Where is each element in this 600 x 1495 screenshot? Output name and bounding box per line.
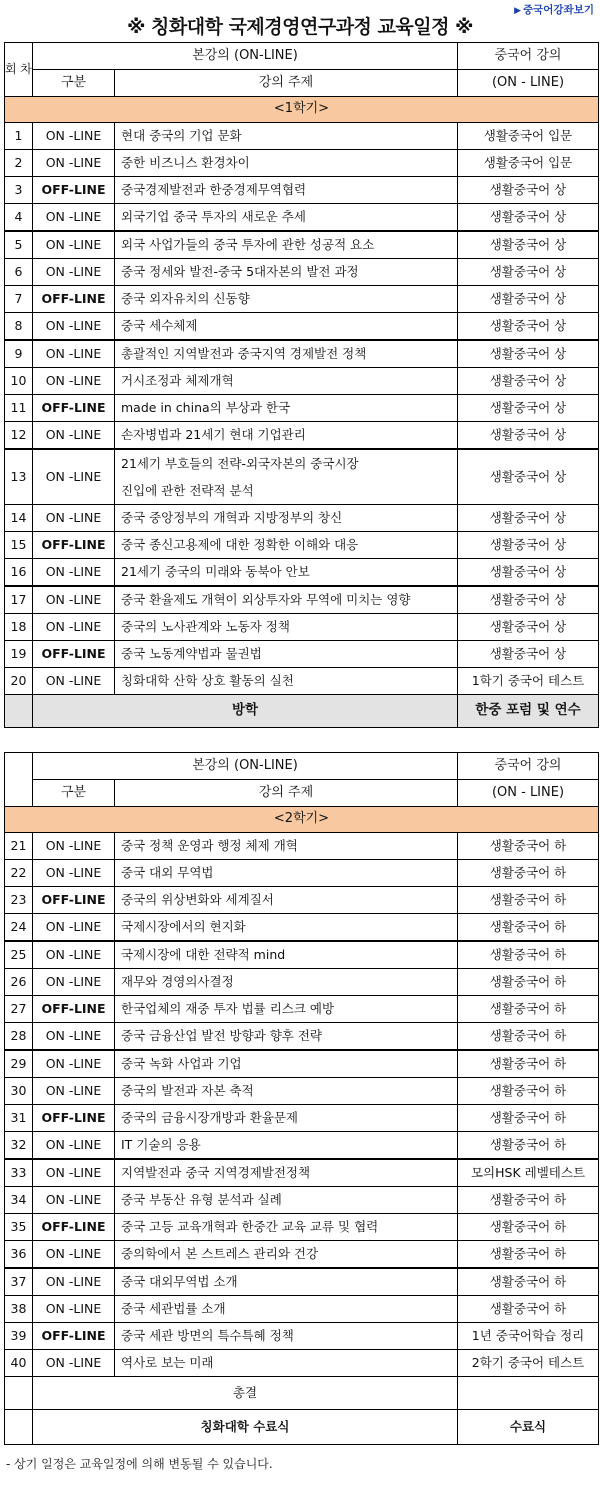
graduation-label: 칭화대학 수료식 xyxy=(33,1410,458,1445)
table-row xyxy=(5,1132,599,1160)
row-type: ON -LINE xyxy=(33,586,115,614)
table-row xyxy=(5,505,599,532)
round-header: 회 차 xyxy=(5,43,33,97)
row-number: 33 xyxy=(5,1159,33,1187)
row-type: ON -LINE xyxy=(33,969,115,996)
table-row xyxy=(5,1105,599,1132)
row-topic-line: 중국 종신고용제에 대한 정확한 이해와 대응 xyxy=(121,536,359,552)
row-topic xyxy=(115,1214,458,1241)
row-topic-line: 외국기업 중국 투자의 새로운 추세 xyxy=(121,208,306,224)
row-number: 1 xyxy=(5,123,33,150)
table-row xyxy=(5,1187,599,1214)
row-topic-line: 지역발전과 중국 지역경제발전정책 xyxy=(121,1164,311,1180)
row-topic xyxy=(115,150,458,177)
row-type: OFF-LINE xyxy=(33,1214,115,1241)
row-number: 28 xyxy=(5,1023,33,1051)
row-topic-line: 외국 사업가들의 중국 투자에 관한 성공적 요소 xyxy=(121,236,375,252)
row-number: 15 xyxy=(5,532,33,559)
topic-header: 강의 주제 xyxy=(115,70,458,97)
row-number: 14 xyxy=(5,505,33,532)
row-type: ON -LINE xyxy=(33,368,115,395)
row-topic-line: 현대 중국의 기업 문화 xyxy=(121,127,242,143)
row-topic-line: 중국 대외무역법 소개 xyxy=(121,1273,238,1289)
table-row xyxy=(5,204,599,232)
row-topic xyxy=(115,1050,458,1078)
row-chinese: 생활중국어 상 xyxy=(458,177,599,204)
row-topic-line: 총괄적인 지역발전과 중국지역 경제발전 정책 xyxy=(121,345,367,361)
row-type: ON -LINE xyxy=(33,505,115,532)
table-row xyxy=(5,368,599,395)
row-type: ON -LINE xyxy=(33,340,115,368)
table-row xyxy=(5,177,599,204)
row-type: OFF-LINE xyxy=(33,532,115,559)
row-number: 3 xyxy=(5,177,33,204)
row-chinese: 생활중국어 하 xyxy=(458,1268,599,1296)
row-topic-line: 21세기 중국의 미래와 동북아 안보 xyxy=(121,563,310,579)
row-number: 4 xyxy=(5,204,33,232)
table-row xyxy=(5,395,599,422)
table-row xyxy=(5,1268,599,1296)
table-row xyxy=(5,259,599,286)
table-row xyxy=(5,1214,599,1241)
table-row xyxy=(5,969,599,996)
row-chinese: 생활중국어 하 xyxy=(458,887,599,914)
row-topic-line: IT 기술의 응용 xyxy=(121,1136,201,1152)
row-type: OFF-LINE xyxy=(33,177,115,204)
row-number: 35 xyxy=(5,1214,33,1241)
row-number: 30 xyxy=(5,1078,33,1105)
table-row xyxy=(5,422,599,450)
topic-header-2: 강의 주제 xyxy=(115,780,458,807)
row-chinese: 생활중국어 하 xyxy=(458,1187,599,1214)
row-number: 36 xyxy=(5,1241,33,1269)
row-topic-line: 중의학에서 본 스트레스 관리와 건강 xyxy=(121,1245,319,1261)
table-row xyxy=(5,641,599,668)
row-number: 9 xyxy=(5,340,33,368)
chinese-course-link[interactable] xyxy=(514,2,594,17)
table-row xyxy=(5,1350,599,1377)
row-topic-line: 중국의 금융시장개방과 환율문제 xyxy=(121,1109,298,1125)
row-topic xyxy=(115,313,458,341)
row-number: 20 xyxy=(5,668,33,695)
row-chinese: 생활중국어 하 xyxy=(458,1214,599,1241)
row-number: 29 xyxy=(5,1050,33,1078)
row-number: 22 xyxy=(5,860,33,887)
row-topic xyxy=(115,422,458,450)
row-topic xyxy=(115,177,458,204)
chinese-mode-header: (ON - LINE) xyxy=(458,70,599,97)
row-topic-line: 중국의 위상변화와 세계질서 xyxy=(121,891,274,907)
row-chinese: 생활중국어 상 xyxy=(458,231,599,259)
row-type: OFF-LINE xyxy=(33,887,115,914)
row-topic-line: made in china의 부상과 한국 xyxy=(121,399,291,415)
table-row xyxy=(5,1050,599,1078)
table-row xyxy=(5,914,599,942)
row-type: OFF-LINE xyxy=(33,1105,115,1132)
row-chinese: 생활중국어 하 xyxy=(458,860,599,887)
row-number: 5 xyxy=(5,231,33,259)
row-topic xyxy=(115,1078,458,1105)
row-topic xyxy=(115,1187,458,1214)
row-topic xyxy=(115,559,458,587)
row-topic xyxy=(115,586,458,614)
row-topic-line: 21세기 부호들의 전략-외국자본의 중국시장 xyxy=(121,456,359,471)
row-chinese: 생활중국어 상 xyxy=(458,505,599,532)
row-number: 25 xyxy=(5,941,33,969)
row-topic xyxy=(115,1105,458,1132)
page-title: ※ 칭화대학 국제경영연구과정 교육일정 ※ xyxy=(126,16,474,38)
row-number: 12 xyxy=(5,422,33,450)
row-topic xyxy=(115,395,458,422)
row-number: 11 xyxy=(5,395,33,422)
row-type: ON -LINE xyxy=(33,614,115,641)
row-type: ON -LINE xyxy=(33,1241,115,1269)
row-topic-line: 중국의 발전과 자본 축적 xyxy=(121,1082,254,1098)
row-topic-line: 한국업체의 재중 투자 법률 리스크 예방 xyxy=(121,1000,335,1016)
row-type: ON -LINE xyxy=(33,204,115,232)
row-topic xyxy=(115,505,458,532)
row-number: 17 xyxy=(5,586,33,614)
row-chinese: 생활중국어 상 xyxy=(458,313,599,341)
row-type: ON -LINE xyxy=(33,1350,115,1377)
row-type: ON -LINE xyxy=(33,150,115,177)
row-type: ON -LINE xyxy=(33,231,115,259)
row-topic-line-2: 진입에 관한 전략적 분석 xyxy=(121,483,254,498)
row-topic-line: 중국 고등 교육개혁과 한중간 교육 교류 및 협력 xyxy=(121,1218,379,1234)
row-number: 26 xyxy=(5,969,33,996)
row-number: 27 xyxy=(5,996,33,1023)
row-topic xyxy=(115,1296,458,1323)
row-topic xyxy=(115,1241,458,1269)
row-type: ON -LINE xyxy=(33,1187,115,1214)
row-chinese: 생활중국어 상 xyxy=(458,286,599,313)
row-number: 19 xyxy=(5,641,33,668)
row-number: 34 xyxy=(5,1187,33,1214)
row-topic xyxy=(115,969,458,996)
row-type: ON -LINE xyxy=(33,1050,115,1078)
row-topic xyxy=(115,123,458,150)
row-topic xyxy=(115,641,458,668)
row-topic xyxy=(115,668,458,695)
row-topic xyxy=(115,368,458,395)
table-row xyxy=(5,449,599,505)
row-topic xyxy=(115,614,458,641)
row-chinese: 생활중국어 상 xyxy=(458,422,599,450)
row-chinese: 생활중국어 상 xyxy=(458,586,599,614)
row-chinese: 생활중국어 상 xyxy=(458,559,599,587)
table-row xyxy=(5,340,599,368)
row-number: 13 xyxy=(5,449,33,505)
schedule-table-semester1 xyxy=(4,42,599,728)
row-type: ON -LINE xyxy=(33,1268,115,1296)
table-row xyxy=(5,586,599,614)
row-number: 7 xyxy=(5,286,33,313)
row-chinese: 생활중국어 하 xyxy=(458,1296,599,1323)
break-chinese: 한중 포럼 및 연수 xyxy=(458,695,599,728)
row-number: 10 xyxy=(5,368,33,395)
row-topic xyxy=(115,286,458,313)
main-course-header-2: 본강의 (ON-LINE) xyxy=(33,753,458,780)
table-row xyxy=(5,941,599,969)
row-number: 38 xyxy=(5,1296,33,1323)
row-number: 8 xyxy=(5,313,33,341)
graduation-chinese: 수료식 xyxy=(458,1410,599,1445)
schedule-table-semester2 xyxy=(4,752,599,1445)
row-topic xyxy=(115,204,458,232)
row-topic xyxy=(115,449,458,505)
row-number: 23 xyxy=(5,887,33,914)
row-topic xyxy=(115,1023,458,1051)
table-row xyxy=(5,1078,599,1105)
row-chinese: 생활중국어 상 xyxy=(458,614,599,641)
table-row xyxy=(5,614,599,641)
table-row xyxy=(5,887,599,914)
table-row xyxy=(5,123,599,150)
row-chinese: 생활중국어 하 xyxy=(458,996,599,1023)
row-type: ON -LINE xyxy=(33,860,115,887)
table-row xyxy=(5,996,599,1023)
row-topic-line: 중국 외자유치의 신동향 xyxy=(121,290,250,306)
table-row xyxy=(5,532,599,559)
row-type: ON -LINE xyxy=(33,1078,115,1105)
table-row xyxy=(5,313,599,341)
row-chinese: 생활중국어 하 xyxy=(458,833,599,860)
row-topic xyxy=(115,1159,458,1187)
row-type: ON -LINE xyxy=(33,559,115,587)
row-chinese: 2학기 중국어 테스트 xyxy=(458,1350,599,1377)
row-topic-line: 역사로 보는 미래 xyxy=(121,1354,214,1370)
row-type: ON -LINE xyxy=(33,941,115,969)
row-topic xyxy=(115,887,458,914)
row-type: ON -LINE xyxy=(33,313,115,341)
row-number: 31 xyxy=(5,1105,33,1132)
row-topic-line: 중국경제발전과 한중경제무역협력 xyxy=(121,181,307,197)
table-row xyxy=(5,1323,599,1350)
row-topic-line: 중국 녹화 사업과 기업 xyxy=(121,1055,242,1071)
row-chinese: 생활중국어 하 xyxy=(458,1132,599,1160)
row-topic-line: 손자병법과 21세기 현대 기업관리 xyxy=(121,426,306,442)
row-type: ON -LINE xyxy=(33,449,115,505)
row-topic xyxy=(115,1132,458,1160)
table-row xyxy=(5,1296,599,1323)
row-number: 6 xyxy=(5,259,33,286)
row-type: ON -LINE xyxy=(33,422,115,450)
row-topic-line: 국제시장에 대한 전략적 mind xyxy=(121,946,286,962)
break-label: 방학 xyxy=(33,695,458,728)
row-chinese: 생활중국어 하 xyxy=(458,1078,599,1105)
row-topic-line: 중국 세관 방면의 특수특혜 정책 xyxy=(121,1327,294,1343)
table-row xyxy=(5,231,599,259)
row-type: ON -LINE xyxy=(33,833,115,860)
row-topic xyxy=(115,860,458,887)
row-topic-line: 재무와 경영의사결정 xyxy=(121,973,234,989)
table-row xyxy=(5,833,599,860)
row-topic xyxy=(115,532,458,559)
row-number: 2 xyxy=(5,150,33,177)
row-number: 37 xyxy=(5,1268,33,1296)
row-type: ON -LINE xyxy=(33,1159,115,1187)
table-row xyxy=(5,150,599,177)
row-topic xyxy=(115,914,458,942)
row-number: 39 xyxy=(5,1323,33,1350)
table-row xyxy=(5,668,599,695)
chinese-mode-header-2: (ON - LINE) xyxy=(458,780,599,807)
type-header: 구분 xyxy=(33,70,115,97)
row-topic-line: 중국 세관법률 소개 xyxy=(121,1300,226,1316)
row-type: ON -LINE xyxy=(33,1296,115,1323)
row-topic-line: 중국 세수체제 xyxy=(121,317,198,333)
row-type: ON -LINE xyxy=(33,259,115,286)
row-chinese: 생활중국어 하 xyxy=(458,914,599,942)
row-chinese: 생활중국어 하 xyxy=(458,941,599,969)
row-chinese: 생활중국어 하 xyxy=(458,1023,599,1051)
row-number: 21 xyxy=(5,833,33,860)
semester1-label: <1학기> xyxy=(5,97,599,123)
chinese-course-header-2: 중국어 강의 xyxy=(458,753,599,780)
row-topic xyxy=(115,340,458,368)
row-chinese: 생활중국어 상 xyxy=(458,340,599,368)
table-row xyxy=(5,860,599,887)
chinese-course-link-label: 중국어강좌보기 xyxy=(522,4,594,16)
row-chinese: 생활중국어 상 xyxy=(458,259,599,286)
row-chinese: 생활중국어 입문 xyxy=(458,123,599,150)
row-chinese: 생활중국어 상 xyxy=(458,395,599,422)
row-topic xyxy=(115,1323,458,1350)
row-number: 24 xyxy=(5,914,33,942)
row-topic-line: 중국 부동산 유형 분석과 실례 xyxy=(121,1191,282,1207)
row-chinese: 생활중국어 상 xyxy=(458,449,599,505)
row-topic xyxy=(115,259,458,286)
row-type: OFF-LINE xyxy=(33,996,115,1023)
row-chinese: 생활중국어 입문 xyxy=(458,150,599,177)
row-topic-line: 칭화대학 산학 상호 활동의 실천 xyxy=(121,672,294,688)
row-chinese: 1년 중국어학습 정리 xyxy=(458,1323,599,1350)
row-topic-line: 중국 대외 무역법 xyxy=(121,864,214,880)
row-topic-line: 중국 노동계약법과 물권법 xyxy=(121,645,262,661)
row-type: ON -LINE xyxy=(33,668,115,695)
row-topic-line: 중한 비즈니스 환경차이 xyxy=(121,154,250,170)
row-topic xyxy=(115,231,458,259)
chinese-course-header: 중국어 강의 xyxy=(458,43,599,70)
row-type: ON -LINE xyxy=(33,123,115,150)
semester2-label: <2학기> xyxy=(5,807,599,833)
row-type: ON -LINE xyxy=(33,914,115,942)
row-type: OFF-LINE xyxy=(33,286,115,313)
row-topic-line: 중국 금융산업 발전 방향과 향후 전략 xyxy=(121,1027,322,1043)
row-type: ON -LINE xyxy=(33,1023,115,1051)
table-row xyxy=(5,1023,599,1051)
table-row xyxy=(5,559,599,587)
row-topic-line: 중국 정책 운영과 행정 체제 개혁 xyxy=(121,837,298,853)
row-topic-line: 중국의 노사관계와 노동자 정책 xyxy=(121,618,290,634)
row-topic xyxy=(115,1268,458,1296)
row-chinese: 생활중국어 하 xyxy=(458,1241,599,1269)
row-number: 40 xyxy=(5,1350,33,1377)
table-row xyxy=(5,1241,599,1269)
row-topic xyxy=(115,941,458,969)
row-number: 16 xyxy=(5,559,33,587)
row-chinese: 생활중국어 하 xyxy=(458,969,599,996)
row-chinese: 1학기 중국어 테스트 xyxy=(458,668,599,695)
row-topic-line: 거시조정과 체제개혁 xyxy=(121,372,234,388)
row-number: 32 xyxy=(5,1132,33,1160)
row-topic-line: 중국 중앙정부의 개혁과 지방정부의 창신 xyxy=(121,509,343,525)
row-chinese: 생활중국어 상 xyxy=(458,368,599,395)
summary-label: 총결 xyxy=(33,1377,458,1410)
table-row xyxy=(5,286,599,313)
row-number: 18 xyxy=(5,614,33,641)
row-type: OFF-LINE xyxy=(33,641,115,668)
row-chinese: 생활중국어 하 xyxy=(458,1050,599,1078)
row-topic xyxy=(115,833,458,860)
row-chinese: 생활중국어 상 xyxy=(458,532,599,559)
row-chinese: 모의HSK 레벨테스트 xyxy=(458,1159,599,1187)
row-topic-line: 국제시장에서의 현지화 xyxy=(121,918,246,934)
row-topic xyxy=(115,1350,458,1377)
row-type: OFF-LINE xyxy=(33,1323,115,1350)
row-topic-line: 중국 정세와 발전-중국 5대자본의 발전 과정 xyxy=(121,263,359,279)
row-chinese: 생활중국어 상 xyxy=(458,641,599,668)
schedule-note: - 상기 일정은 교육일정에 의해 변동될 수 있습니다. xyxy=(6,1457,273,1471)
main-course-header: 본강의 (ON-LINE) xyxy=(33,43,458,70)
row-chinese: 생활중국어 상 xyxy=(458,204,599,232)
row-type: OFF-LINE xyxy=(33,395,115,422)
row-chinese: 생활중국어 하 xyxy=(458,1105,599,1132)
type-header-2: 구분 xyxy=(33,780,115,807)
row-topic xyxy=(115,996,458,1023)
table-row xyxy=(5,1159,599,1187)
row-type: ON -LINE xyxy=(33,1132,115,1160)
row-topic-line: 중국 환율제도 개혁이 외상투자와 무역에 미치는 영향 xyxy=(121,591,411,607)
triangle-right-icon: ▶ xyxy=(514,6,521,16)
